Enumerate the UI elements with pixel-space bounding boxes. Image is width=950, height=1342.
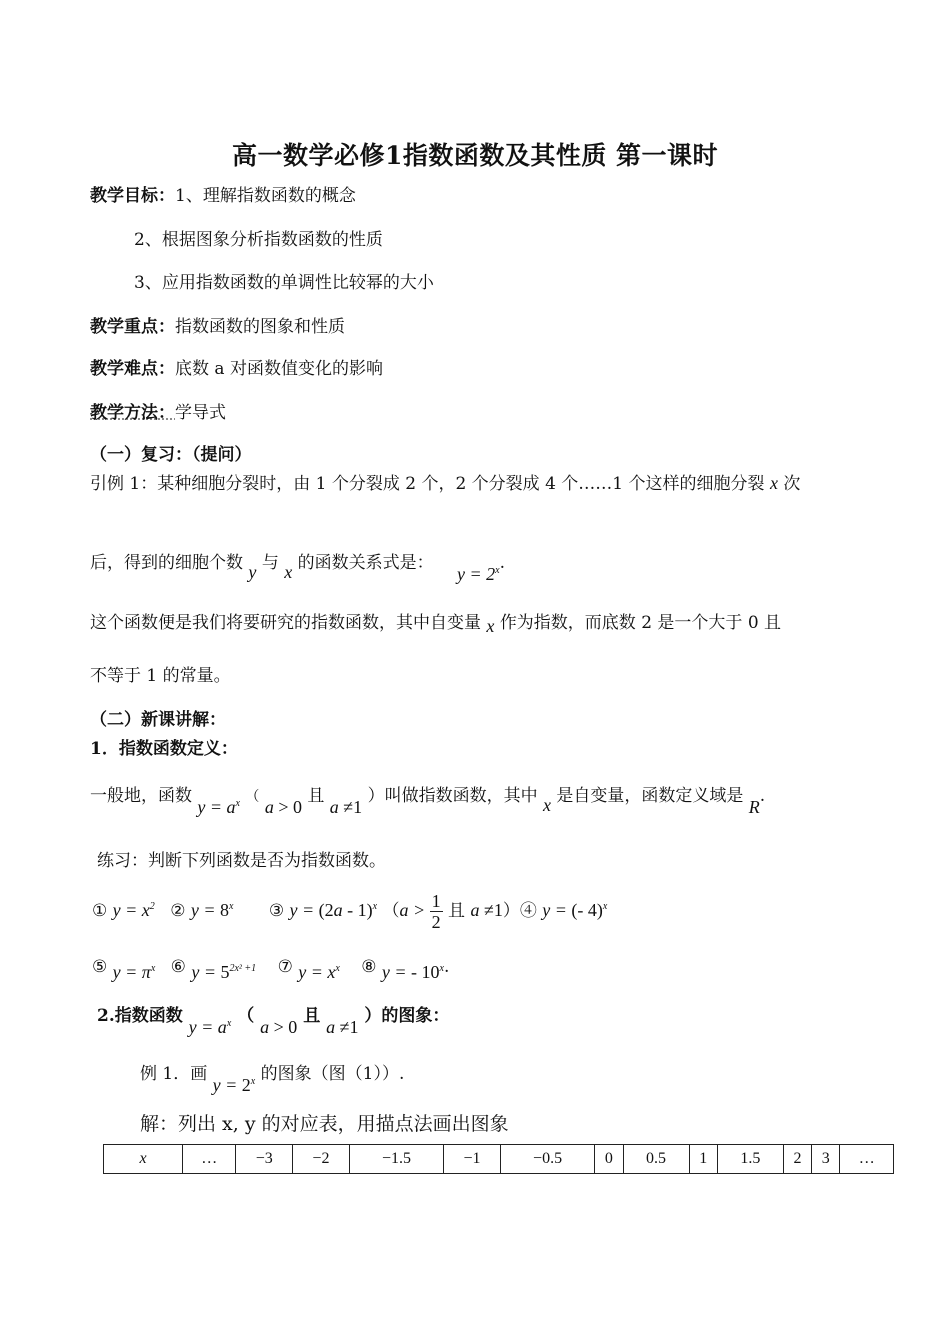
formula-y-ax: $y = a^x$ [188,1017,232,1037]
table-cell: 0.5 [623,1145,689,1174]
review-para-b: 作为指数，而底数 2 是一个大于 0 且 [499,613,782,633]
table-cell: −1 [444,1145,501,1174]
def-e: 是自变量，函数定义域是 [556,786,744,806]
table-cell: 0 [595,1145,623,1174]
graph-and: 且 [303,1006,321,1026]
def-a: 一般地，函数 [90,786,192,806]
practice-item-6: ⑥ $y = 5^{2x^2 +1}$ [170,957,257,982]
example-1-b: 的图象（图（1））. [260,1064,405,1084]
graph-paren: （ [237,1006,255,1026]
keypoint-text: 指数函数的图象和性质 [175,317,345,337]
keypoint-line [90,315,345,339]
review-example-tail: 次 [783,474,801,494]
graph-heading-tail: ）的图象： [364,1006,450,1026]
objective-1: 1、理解指数函数的概念 [175,186,356,206]
practice-heading: 练习：判断下列函数是否为指数函数。 [97,851,386,871]
table-cell: −3 [236,1145,293,1174]
practice-item-4: ④ y = (- 4)$^x$ [519,900,608,921]
definition-line: 一般地，函数 $y = a^x$ （ a > 0 且 a ≠1 ）叫做指数函数，其中 x 是自变量，函数定义域是 R. [90,786,766,817]
practice-items-row-2: ⑤ $y = \pi^x$ ⑥ $y = 5^{2x^2 +1}$ ⑦ $y = x^x$ ⑧ y = - 10$^x$. [92,957,450,982]
review-line2-b: 与 [261,553,279,573]
method-label: 教学方法： [90,403,175,423]
table-cell: … [840,1145,894,1174]
newlesson-heading: （二）新课讲解： [90,710,226,730]
method-text: 学导式 [175,403,226,423]
table-cell: 1 [689,1145,717,1174]
keypoint-label: 教学重点： [90,317,175,337]
condition-a-gt-0: a > 0 [260,1017,298,1037]
difficulty-line [90,357,383,381]
practice-item-8: ⑧ y = - 10$^x$ [361,957,444,982]
method-line [90,401,226,425]
document-title: 高一数学必修1指数函数及其性质 第一课时 [231,141,719,170]
math-x: x [284,562,293,582]
table-row [104,1145,894,1174]
condition-a-ne-1: a ≠1 [329,797,363,817]
table-cell: 3 [812,1145,840,1174]
table-cell: −1.5 [349,1145,443,1174]
difficulty-label: 教学难点： [90,359,175,379]
table-cell: … [183,1145,236,1174]
objective-line-1 [90,184,356,208]
review-heading: （一）复习：（提问） [90,445,252,465]
table-cell: 2 [783,1145,811,1174]
example-1-a: 例 1．画 [140,1064,208,1084]
solution-line: 解：列出 x, y 的对应表，用描点法画出图象 [140,1113,509,1135]
objective-3: 3、应用指数函数的单调性比较幂的大小 [134,273,434,293]
review-line2-a: 后，得到的细胞个数 [90,553,243,573]
review-para-a: 这个函数便是我们将要研究的指数函数，其中自变量 [90,613,481,633]
objective-2: 2、根据图象分析指数函数的性质 [134,230,383,250]
review-line-2: 后，得到的细胞个数 y 与 x 的函数关系式是： $y = 2^x$. [90,553,506,584]
table-header-x: x [104,1145,183,1174]
table-cell: −2 [293,1145,350,1174]
practice-item-1: ① $y = x^2$ [92,900,155,921]
review-line2-c: 的函数关系式是： [297,553,434,573]
practice-item-5: ⑤ $y = \pi^x$ [92,957,156,982]
review-paragraph-line-1 [90,610,781,635]
practice-item-7: ⑦ $y = x^x$ [277,957,340,982]
math-x: x [769,473,778,493]
formula-y-2x: $y = 2^x$ [212,1075,256,1095]
condition-a-gt-0: a > 0 [264,797,302,817]
math-R: R [748,797,760,817]
review-example-text: 引例 1：某种细胞分裂时，由 1 个分裂成 2 个，2 个分裂成 4 个……1 个这样的细胞分裂 [90,474,765,494]
math-y: y [248,562,257,582]
review-paragraph-line-2: 不等于 1 的常量。 [90,666,231,686]
review-example-line [90,471,800,496]
definition-heading: 1．指数函数定义： [90,739,238,759]
def-c: 且 [307,786,325,806]
def-d: ）叫做指数函数，其中 [367,786,538,806]
graph-heading-text: 2.指数函数 [97,1006,183,1026]
difficulty-text: 底数 a 对函数值变化的影响 [175,359,383,379]
practice-item-3: ③ y = (2a - 1)$^x$ （a > $\frac{1}{2}$ 且 a ≠1） [268,891,520,933]
objectives-label: 教学目标： [90,186,175,206]
formula-y-ax: $y = a^x$ [197,797,240,817]
condition-a-ne-1: a ≠1 [326,1017,359,1037]
table-cell: −0.5 [500,1145,594,1174]
practice-items-row-1 [92,885,607,933]
math-x: x [542,795,551,815]
value-table [103,1144,894,1174]
formula-y-2x: $y = 2^x$ [457,564,500,584]
table-cell: 1.5 [717,1145,783,1174]
def-b: （ [245,789,260,805]
graph-heading [97,1000,450,1037]
example-1-line [140,1058,405,1095]
math-x: x [486,616,495,636]
practice-item-2: ② $y = 8^x$ [170,900,234,921]
